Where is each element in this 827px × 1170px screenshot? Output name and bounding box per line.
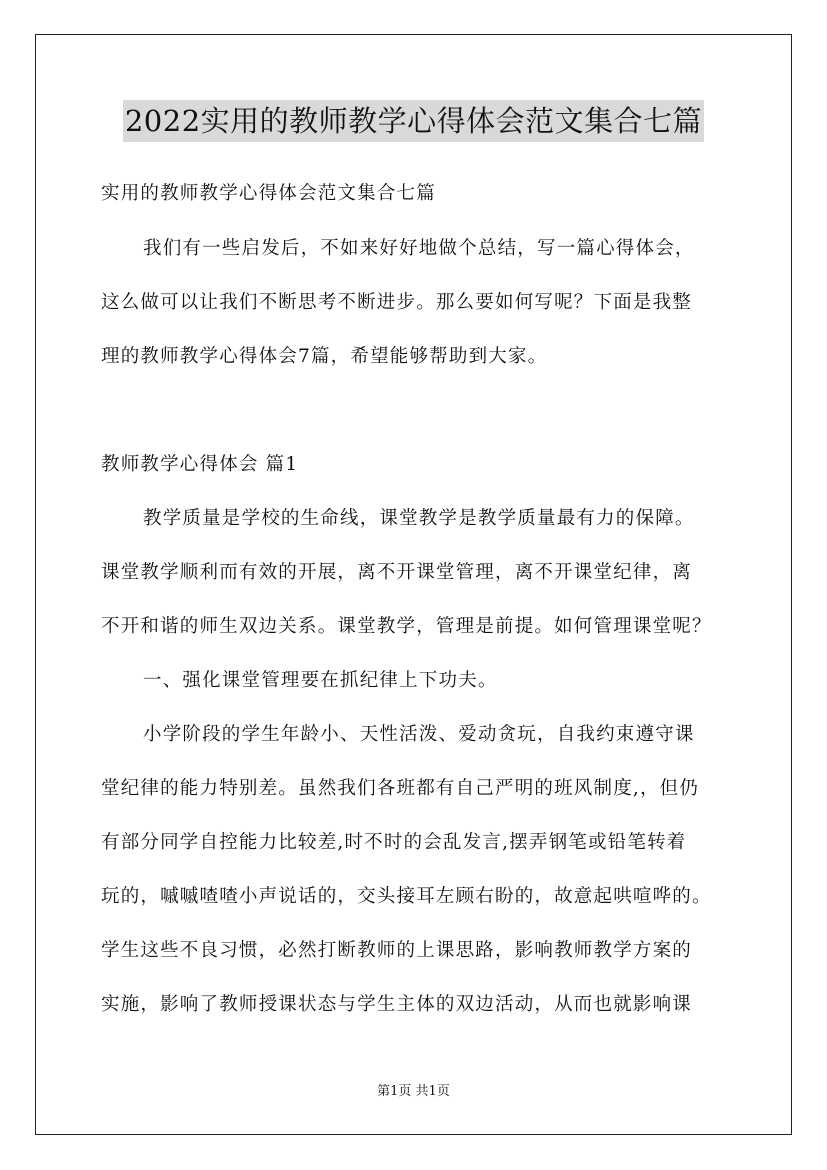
intro-line: 理的教师教学心得体会7篇，希望能够帮助到大家。 (101, 346, 548, 367)
document-subtitle: 实用的教师教学心得体会范文集合七篇 (101, 183, 436, 204)
body-line: 课堂教学顺利而有效的开展，离不开课堂管理，离不开课堂纪律，离 (101, 562, 693, 583)
intro-line: 我们有一些启发后，不如来好好地做个总结，写一篇心得体会， (143, 238, 695, 259)
body-line: 实施，影响了教师授课状态与学生主体的双边活动，从而也就影响课 (101, 994, 693, 1015)
body-line: 小学阶段的学生年龄小、天性活泼、爱动贪玩，自我约束遵守课 (143, 724, 695, 745)
body-line: 不开和谐的师生双边关系。课堂教学，管理是前提。如何管理课堂呢？ (101, 616, 712, 637)
page-footer: 第1页 共1页 (377, 1084, 450, 1099)
body-line: 玩的，嘁嘁喳喳小声说话的，交头接耳左顾右盼的，故意起哄喧哗的。 (101, 886, 712, 907)
body-line: 堂纪律的能力特别差。虽然我们各班都有自己严明的班风制度,，但仍 (101, 778, 700, 799)
intro-line: 这么做可以让我们不断思考不断进步。那么要如何写呢？下面是我整 (101, 292, 693, 313)
body-line: 一、强化课堂管理要在抓纪律上下功夫。 (143, 670, 498, 691)
body-line: 教学质量是学校的生命线，课堂教学是教学质量最有力的保障。 (143, 508, 695, 529)
body-line: 有部分同学自控能力比较差,时不时的会乱发言,摆弄钢笔或铅笔转着 (101, 832, 687, 853)
title-container (0, 100, 827, 142)
document-title: 2022实用的教师教学心得体会范文集合七篇 (123, 100, 704, 142)
body-line: 学生这些不良习惯，必然打断教师的上课思路，影响教师教学方案的 (101, 940, 693, 961)
section-heading: 教师教学心得体会 篇1 (101, 454, 299, 475)
